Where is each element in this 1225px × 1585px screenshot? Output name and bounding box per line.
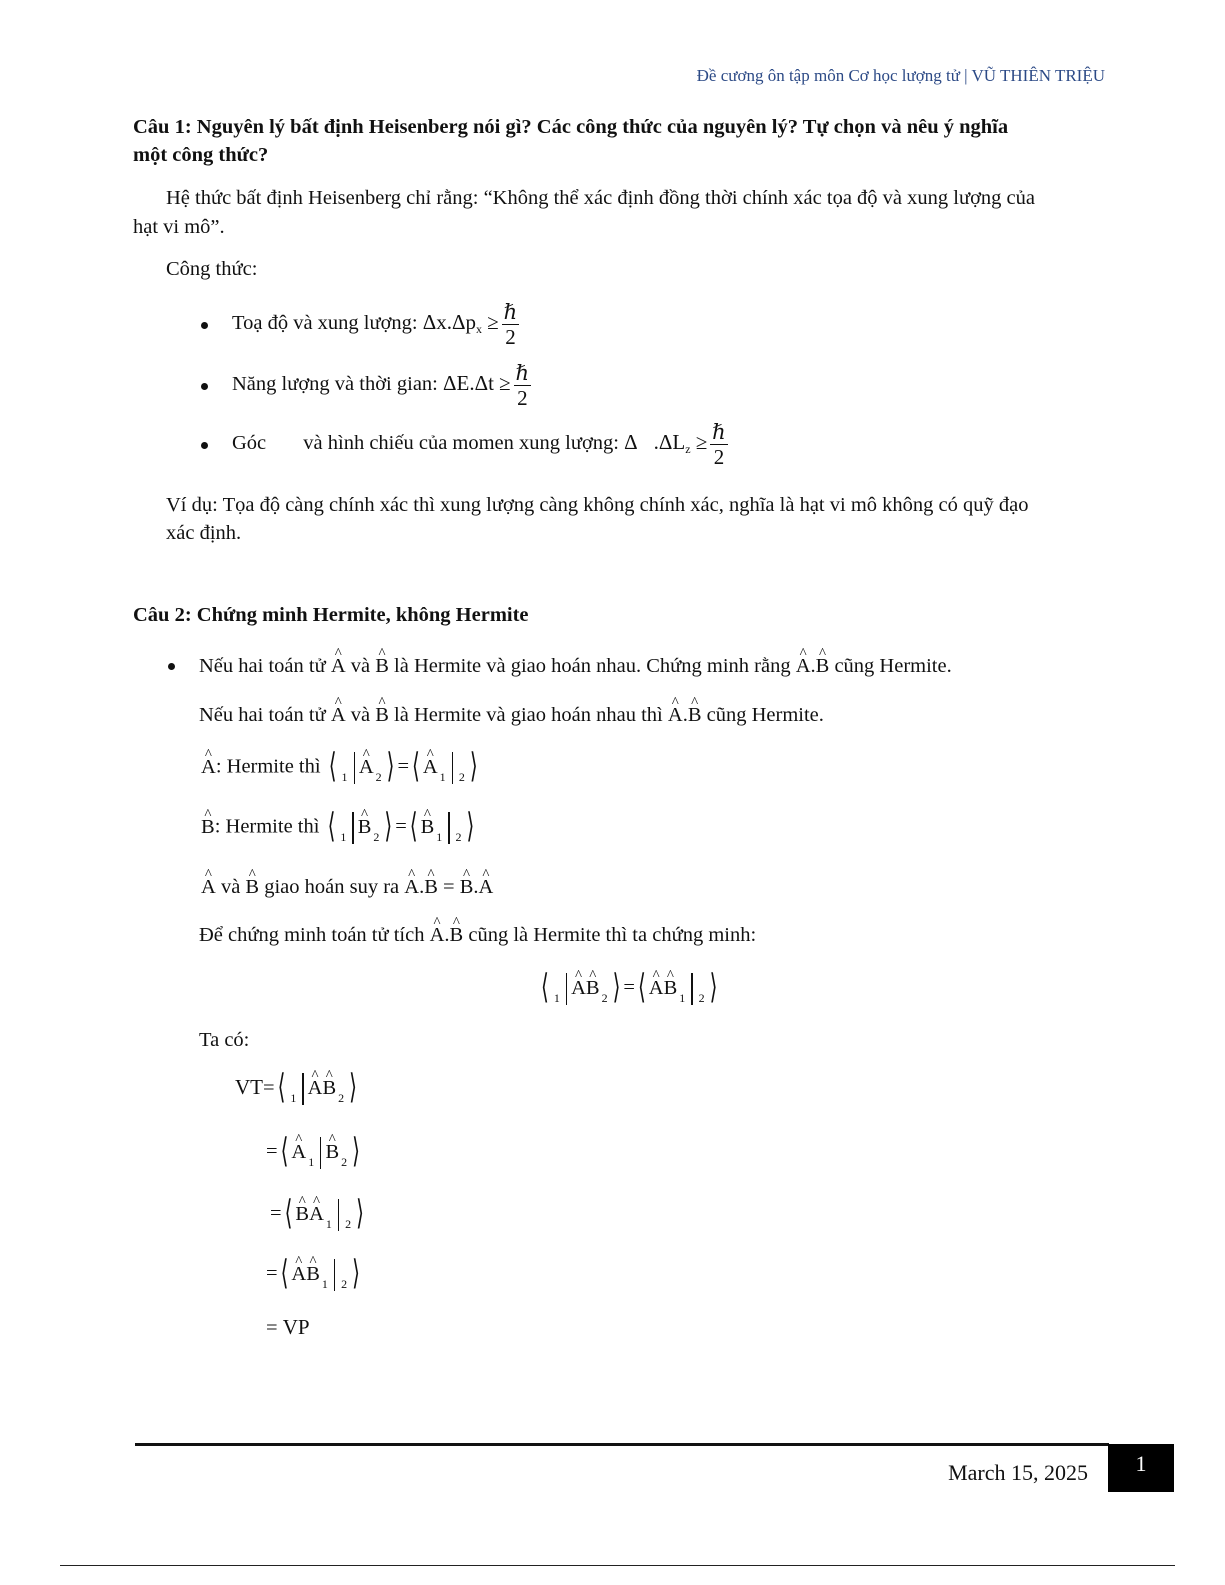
running-header: Đề cương ôn tập môn Cơ học lượng tử | VŨ THIÊN TRIỆU (696, 66, 1105, 85)
q1-title-line1: Câu 1: Nguyên lý bất định Heisenberg nói gì? Các công thức của nguyên lý? Tự chọn và nêu ý nghĩa (133, 116, 1009, 138)
q1-example-line1: Ví dụ: Tọa độ càng chính xác thì xung lượng càng không chính xác, nghĩa là hạt vi mô không có quỹ đạo (166, 494, 1029, 516)
bullet-dot (168, 663, 175, 670)
eq-a-hermite: ^ A: Hermite thì ⟨ $_1$^ A $_2$ ⟩ = ⟨^ A $_1$ $_2$ ⟩ (201, 752, 481, 792)
derivation-step-5: = VP (266, 1315, 310, 1339)
q2-bullet-statement: Nếu hai toán tử ^ A và ^ B là Hermite và giao hoán nhau. Chứng minh rằng ^ A.^ B cũng Hermite. (199, 652, 952, 681)
bullet-dot (201, 442, 208, 449)
formula-angle-momentum: Góc và hình chiếu của momen xung lượng: Δ $.\Delta L_z$ ≥ $\frac{\text{ℏ}}{2}$ (232, 420, 726, 469)
eq-commute: ^ A và ^ B giao hoán suy ra ^ A.^ B = ^ B.^ A (201, 873, 493, 902)
q2-title: Câu 2: Chứng minh Hermite, không Hermite (133, 604, 529, 626)
page-number: 1 (1108, 1444, 1174, 1492)
derivation-step-1: VT= ⟨ $_1$^ A^ B $_2$ ⟩ (235, 1073, 360, 1113)
formula-energy-time: Năng lượng và thời gian: ΔE.Δt ≥ $\frac{\text{ℏ}}{2}$ (232, 361, 530, 410)
footer-date: March 15, 2025 (948, 1460, 1088, 1485)
q2-ta-co: Ta có: (199, 1029, 250, 1051)
derivation-step-4: = ⟨^ A^ B $_1$ $_2$ ⟩ (266, 1259, 363, 1299)
q1-intro-line2: hạt vi mô”. (133, 216, 225, 238)
q1-intro-line1: Hệ thức bất định Heisenberg chỉ rằng: “Không thể xác định đồng thời chính xác tọa độ và xung lượng của (166, 187, 1035, 209)
derivation-step-2: = ⟨^ A $_1$^ B $_2$ ⟩ (266, 1137, 363, 1177)
q1-example-line2: xác định. (166, 522, 242, 544)
q1-title-line2: một công thức? (133, 144, 269, 166)
eq-goal: ⟨ $_1$^ A^ B $_2$ ⟩ = ⟨^ A^ B $_1$ $_2$ ⟩ (538, 973, 720, 1013)
eq-b-hermite: ^ B: Hermite thì ⟨ $_1$^ B $_2$ ⟩ = ⟨^ B $_1$ $_2$ ⟩ (201, 812, 477, 852)
bullet-dot (201, 383, 208, 390)
q2-restatement: Nếu hai toán tử ^ A và ^ B là Hermite và giao hoán nhau thì ^ A.^ B cũng Hermite. (199, 701, 824, 730)
q2-prove-statement: Để chứng minh toán tử tích ^ A.^ B cũng là Hermite thì ta chứng minh: (199, 921, 756, 950)
formula-position-momentum: Toạ độ và xung lượng: $\Delta x.\Delta p_x$ ≥ $\frac{\text{ℏ}}{2}$ (232, 300, 518, 349)
footer-rule (135, 1443, 1109, 1446)
derivation-step-3: = ⟨^ B^ A $_1$ $_2$ ⟩ (270, 1199, 367, 1239)
q1-formula-label: Công thức: (166, 258, 258, 280)
page-bottom-line (60, 1565, 1175, 1566)
bullet-dot (201, 322, 208, 329)
